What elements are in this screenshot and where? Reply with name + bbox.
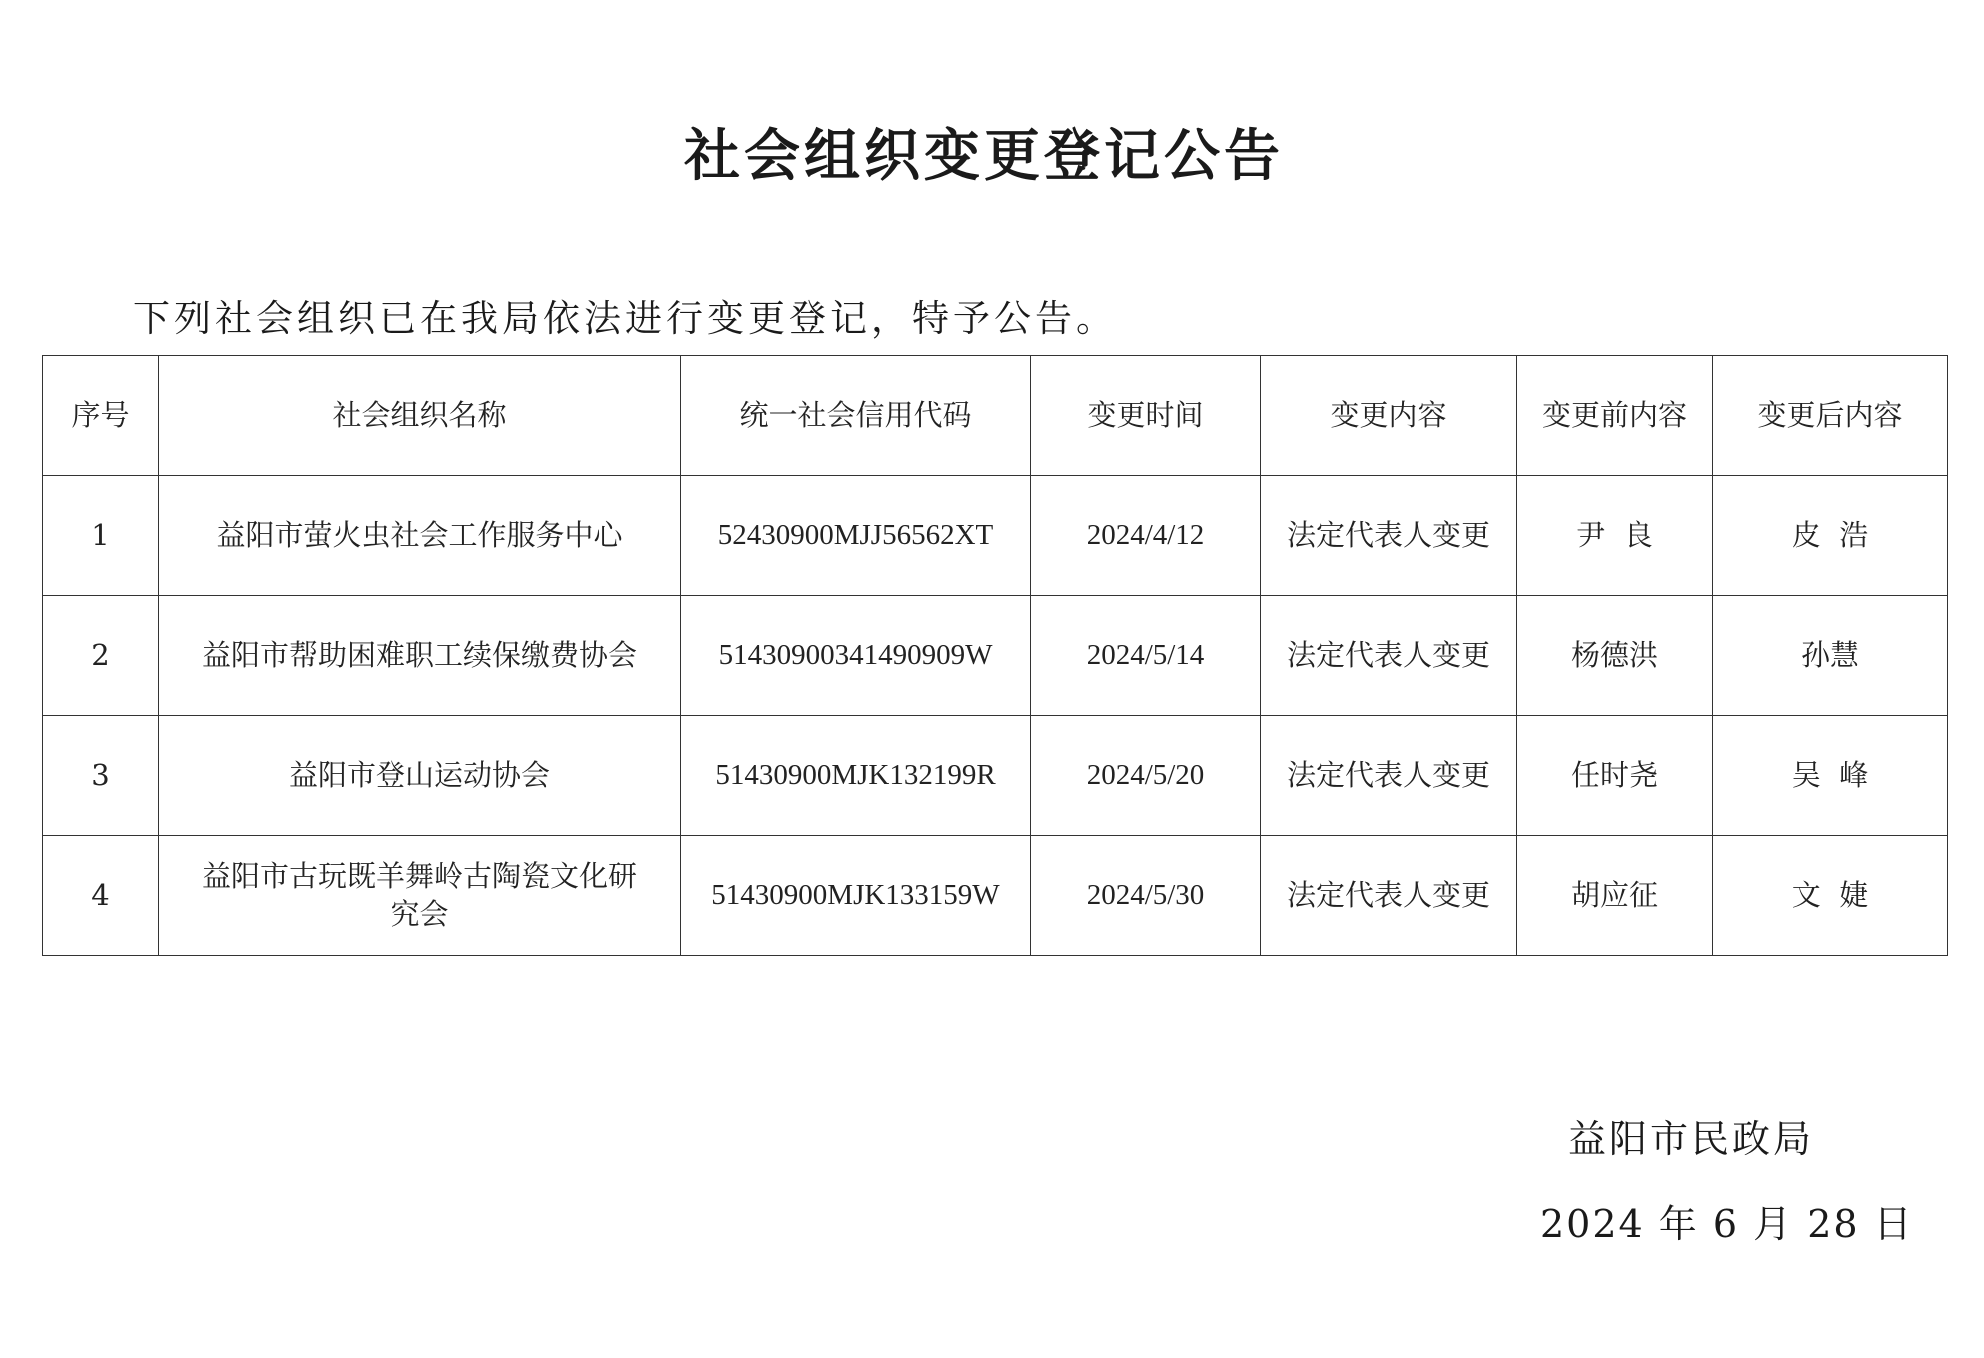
table-row: [43, 716, 1948, 836]
before-content: 任时尧: [1517, 716, 1713, 836]
table-row: [43, 476, 1948, 596]
change-date: 2024/5/30: [1031, 836, 1261, 956]
credit-code: 51430900MJK133159W: [681, 836, 1031, 956]
header-cell: 序号: [43, 356, 159, 476]
row-number: 1: [43, 476, 159, 596]
issue-date: 2024 年 6 月 28 日: [1540, 1202, 1914, 1246]
intro-paragraph: 下列社会组织已在我局依法进行变更登记，特予公告。: [133, 297, 1117, 340]
header-cell: 变更前内容: [1517, 356, 1713, 476]
header-cell: 变更时间: [1031, 356, 1261, 476]
credit-code: 52430900MJJ56562XT: [681, 476, 1031, 596]
organization-name: 益阳市萤火虫社会工作服务中心: [159, 476, 681, 596]
change-content: 法定代表人变更: [1261, 476, 1517, 596]
before-content: 胡应征: [1517, 836, 1713, 956]
table-header-row: [43, 356, 1948, 476]
issuing-organization: 益阳市民政局: [1568, 1117, 1815, 1161]
row-number: 4: [43, 836, 159, 956]
row-number: 3: [43, 716, 159, 836]
change-content: 法定代表人变更: [1261, 836, 1517, 956]
after-content: 皮 浩: [1713, 476, 1948, 596]
row-number: 2: [43, 596, 159, 716]
after-content: 孙慧: [1713, 596, 1948, 716]
change-content: 法定代表人变更: [1261, 596, 1517, 716]
change-content: 法定代表人变更: [1261, 716, 1517, 836]
change-date: 2024/4/12: [1031, 476, 1261, 596]
change-date: 2024/5/20: [1031, 716, 1261, 836]
header-cell: 统一社会信用代码: [681, 356, 1031, 476]
credit-code: 51430900341490909W: [681, 596, 1031, 716]
change-registration-table: [42, 355, 1948, 956]
credit-code: 51430900MJK132199R: [681, 716, 1031, 836]
change-date: 2024/5/14: [1031, 596, 1261, 716]
header-cell: 变更后内容: [1713, 356, 1948, 476]
header-cell: 社会组织名称: [159, 356, 681, 476]
organization-name: 益阳市古玩既羊舞岭古陶瓷文化研究会: [159, 836, 681, 956]
before-content: 杨德洪: [1517, 596, 1713, 716]
after-content: 吴 峰: [1713, 716, 1948, 836]
before-content: 尹 良: [1517, 476, 1713, 596]
after-content: 文 婕: [1713, 836, 1948, 956]
page-title: 社会组织变更登记公告: [684, 123, 1284, 189]
table-row: [43, 836, 1948, 956]
organization-name: 益阳市帮助困难职工续保缴费协会: [159, 596, 681, 716]
header-cell: 变更内容: [1261, 356, 1517, 476]
organization-name: 益阳市登山运动协会: [159, 716, 681, 836]
table-row: [43, 596, 1948, 716]
